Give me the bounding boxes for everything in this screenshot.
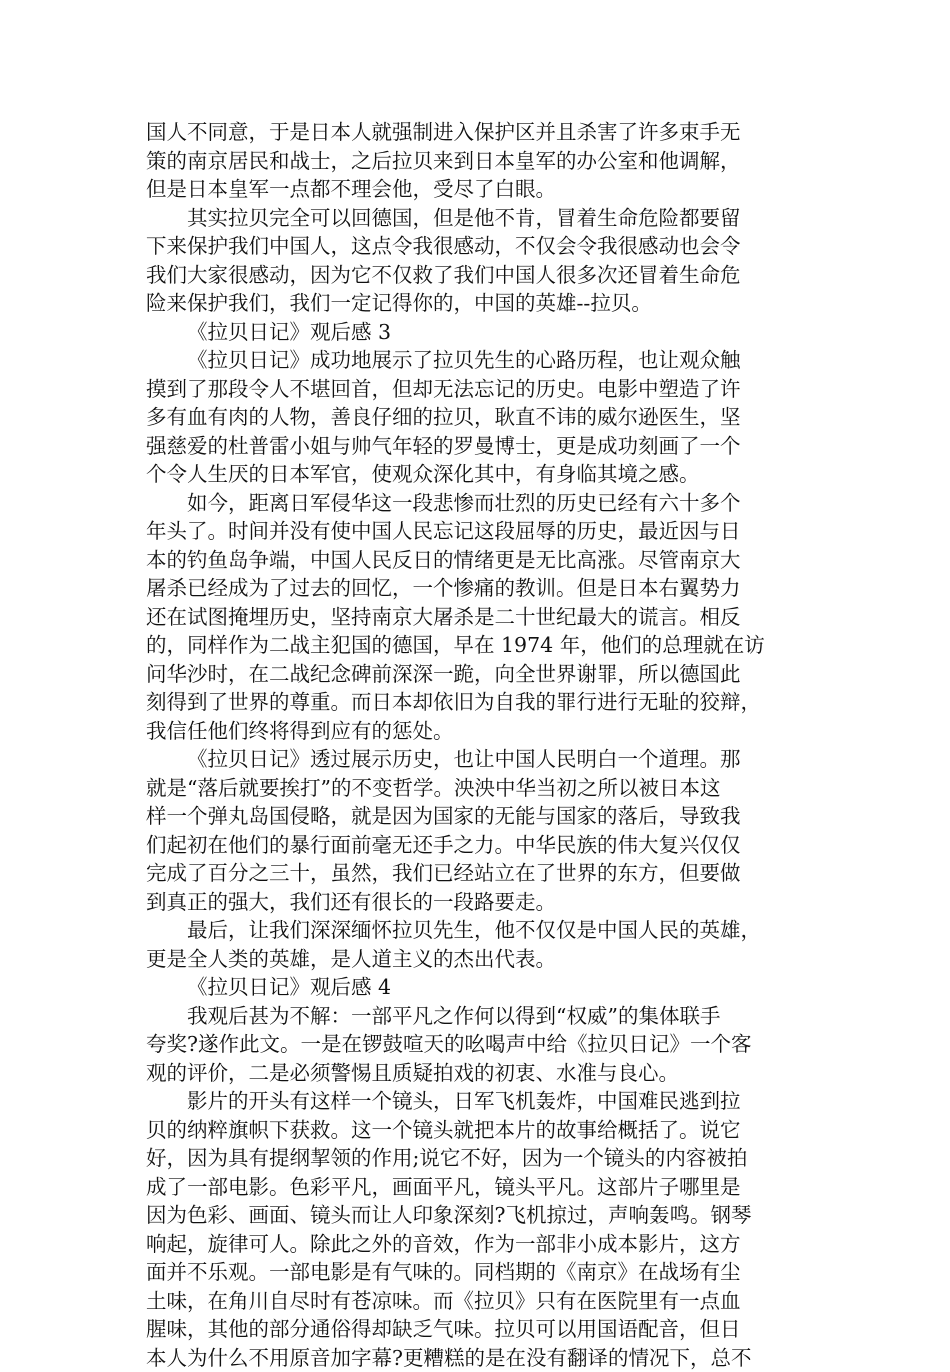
text-line: 其实拉贝完全可以回德国，但是他不肯，冒着生命危险都要留 [146,204,808,233]
text-line: 我观后甚为不解：一部平凡之作何以得到“权威”的集体联手 [146,1002,808,1031]
text-line: 完成了百分之三十，虽然，我们已经站立在了世界的东方，但要做 [146,859,808,888]
text-line: 的，同样作为二战主犯国的德国，早在 1974 年，他们的总理就在访 [146,631,808,660]
text-line: 到真正的强大，我们还有很长的一段路要走。 [146,888,808,917]
text-line: 响起，旋律可人。除此之外的音效，作为一部非小成本影片，这方 [146,1230,808,1259]
text-line: 《拉贝日记》观后感 3 [146,318,808,347]
text-line: 多有血有肉的人物，善良仔细的拉贝，耿直不讳的威尔逊医生，坚 [146,403,808,432]
text-line: 样一个弹丸岛国侵略，就是因为国家的无能与国家的落后，导致我 [146,802,808,831]
text-line: 下来保护我们中国人，这点令我很感动，不仅会令我很感动也会令 [146,232,808,261]
text-line: 因为色彩、画面、镜头而让人印象深刻?飞机掠过，声响轰鸣。钢琴 [146,1201,808,1230]
text-line: 《拉贝日记》成功地展示了拉贝先生的心路历程，也让观众触 [146,346,808,375]
text-line: 年头了。时间并没有使中国人民忘记这段屈辱的历史，最近因与日 [146,517,808,546]
text-line: 夸奖?遂作此文。一是在锣鼓喧天的吆喝声中给《拉贝日记》一个客 [146,1030,808,1059]
text-line: 本人为什么不用原音加字幕?更糟糕的是在没有翻译的情况下，总不 [146,1344,808,1372]
text-line: 影片的开头有这样一个镜头，日军飞机轰炸，中国难民逃到拉 [146,1087,808,1116]
text-line: 我信任他们终将得到应有的惩处。 [146,717,808,746]
text-line: 《拉贝日记》透过展示历史，也让中国人民明白一个道理。那 [146,745,808,774]
text-line: 个令人生厌的日本军官，使观众深化其中，有身临其境之感。 [146,460,808,489]
text-line: 好，因为具有提纲挈领的作用;说它不好，因为一个镜头的内容被拍 [146,1144,808,1173]
text-line: 摸到了那段令人不堪回首，但却无法忘记的历史。电影中塑造了许 [146,375,808,404]
text-line: 问华沙时，在二战纪念碑前深深一跪，向全世界谢罪，所以德国此 [146,660,808,689]
text-line: 贝的纳粹旗帜下获救。这一个镜头就把本片的故事给概括了。说它 [146,1116,808,1145]
text-line: 成了一部电影。色彩平凡，画面平凡，镜头平凡。这部片子哪里是 [146,1173,808,1202]
text-line: 就是“落后就要挨打”的不变哲学。泱泱中华当初之所以被日本这 [146,774,808,803]
text-line: 险来保护我们，我们一定记得你的，中国的英雄--拉贝。 [146,289,808,318]
text-line: 强慈爱的杜普雷小姐与帅气年轻的罗曼博士，更是成功刻画了一个 [146,432,808,461]
text-line: 们起初在他们的暴行面前毫无还手之力。中华民族的伟大复兴仅仅 [146,831,808,860]
text-line: 观的评价，二是必须警惕且质疑拍戏的初衷、水准与良心。 [146,1059,808,1088]
text-line: 还在试图掩埋历史，坚持南京大屠杀是二十世纪最大的谎言。相反 [146,603,808,632]
text-line: 《拉贝日记》观后感 4 [146,973,808,1002]
text-line: 土味，在角川自尽时有苍凉味。而《拉贝》只有在医院里有一点血 [146,1287,808,1316]
text-line: 最后，让我们深深缅怀拉贝先生，他不仅仅是中国人民的英雄， [146,916,808,945]
text-line: 屠杀已经成为了过去的回忆，一个惨痛的教训。但是日本右翼势力 [146,574,808,603]
text-line: 面并不乐观。一部电影是有气味的。同档期的《南京》在战场有尘 [146,1258,808,1287]
text-line: 刻得到了世界的尊重。而日本却依旧为自我的罪行进行无耻的狡辩， [146,688,808,717]
text-line: 我们大家很感动，因为它不仅救了我们中国人很多次还冒着生命危 [146,261,808,290]
document-body [146,118,808,1372]
text-line: 更是全人类的英雄，是人道主义的杰出代表。 [146,945,808,974]
text-line: 本的钓鱼岛争端，中国人民反日的情绪更是无比高涨。尽管南京大 [146,546,808,575]
text-line: 国人不同意，于是日本人就强制进入保护区并且杀害了许多束手无 [146,118,808,147]
text-line: 如今，距离日军侵华这一段悲惨而壮烈的历史已经有六十多个 [146,489,808,518]
text-line: 但是日本皇军一点都不理会他，受尽了白眼。 [146,175,808,204]
text-line: 策的南京居民和战士，之后拉贝来到日本皇军的办公室和他调解， [146,147,808,176]
text-line: 腥味，其他的部分通俗得却缺乏气味。拉贝可以用国语配音，但日 [146,1315,808,1344]
